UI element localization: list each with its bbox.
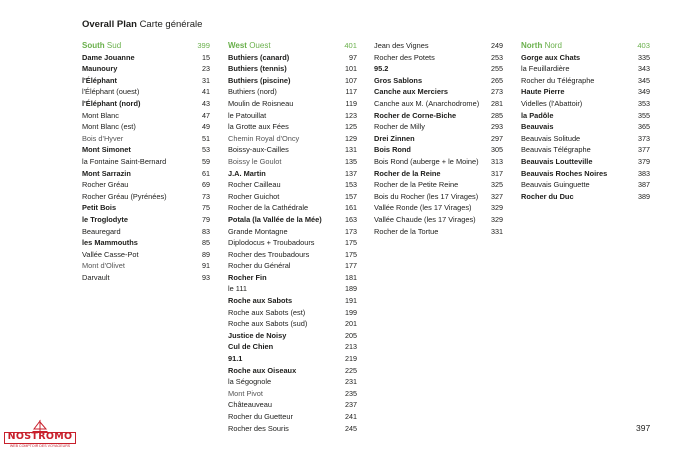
entry-name: Buthiers (canard) — [228, 52, 290, 62]
entry-name: Petit Bois — [82, 203, 117, 213]
index-entry — [374, 214, 503, 226]
logo-wordmark: NOSTROMO — [7, 431, 73, 442]
entry-name: Justice de Noisy — [228, 330, 287, 340]
entry-page: 325 — [491, 180, 503, 190]
entry-page: 135 — [345, 156, 357, 166]
entry-name: Mont Blanc (est) — [82, 122, 136, 132]
entry-page: 157 — [345, 191, 357, 201]
entry-page: 235 — [345, 388, 357, 398]
index-entry — [82, 214, 210, 226]
entry-name: la Fontaine Saint-Bernard — [82, 156, 167, 166]
entry-page: 255 — [491, 64, 503, 74]
index-entry — [521, 75, 650, 87]
entry-page: 329 — [491, 203, 503, 213]
index-entry — [374, 52, 503, 64]
entry-page: 123 — [345, 110, 357, 120]
index-entry — [82, 52, 210, 64]
entry-name: Mont Sarrazin — [82, 168, 131, 178]
entry-page: 379 — [638, 156, 650, 166]
index-entry — [228, 399, 357, 411]
index-entry — [521, 98, 650, 110]
entry-name: Rocher de la Tortue — [374, 226, 439, 236]
entry-name: Boissy-aux-Cailles — [228, 145, 289, 155]
index-entry — [82, 98, 210, 110]
entry-name: Rocher du Guetteur — [228, 412, 293, 421]
entry-name: Rocher des Troubadours — [228, 249, 310, 259]
entry-page: 219 — [345, 354, 357, 364]
entry-page: 83 — [202, 226, 210, 236]
index-entry — [228, 376, 357, 388]
entry-name: Bois Rond (auberge + le Moine) — [374, 156, 479, 166]
index-entry — [521, 168, 650, 180]
logo-tagline: WEB COMPTOIR DES VOYAGEURS — [9, 444, 71, 448]
index-entry — [228, 52, 357, 64]
entry-page: 101 — [345, 64, 357, 74]
index-entry — [228, 133, 357, 145]
entry-name: Vallée Chaude (les 17 Virages) — [374, 214, 476, 224]
entry-page: 23 — [202, 64, 210, 74]
entry-name: Roche aux Sabots — [228, 296, 293, 306]
entry-page: 305 — [491, 145, 503, 155]
entry-page: 31 — [202, 75, 210, 85]
index-entry — [374, 202, 503, 214]
entry-name: Dame Jouanne — [82, 52, 135, 62]
entry-page: 343 — [638, 64, 650, 74]
region-heading — [82, 40, 210, 52]
index-entry — [374, 40, 503, 52]
entry-name: Rocher du Général — [228, 261, 291, 271]
entry-page: 119 — [345, 98, 357, 108]
index-entry — [228, 144, 357, 156]
entry-page: 365 — [638, 122, 650, 132]
entry-name: Mont Pivot — [228, 388, 263, 398]
entry-page: 317 — [491, 168, 503, 178]
index-entry — [228, 318, 357, 330]
index-entry — [228, 388, 357, 400]
entry-name: Canche aux Merciers — [374, 87, 448, 97]
entry-name: Rocher de la Cathédrale — [228, 203, 309, 213]
entry-name: Beauvais Télégraphe — [521, 145, 591, 155]
entry-page: 131 — [345, 145, 357, 155]
entry-name: Drei Zinnen — [374, 133, 415, 143]
entry-page: 293 — [491, 122, 503, 132]
index-entry — [228, 75, 357, 87]
entry-name: Bois Rond — [374, 145, 411, 155]
index-entry — [228, 237, 357, 249]
index-entry — [82, 202, 210, 214]
index-entry — [228, 295, 357, 307]
index-entry — [82, 179, 210, 191]
entry-name: Beauvais Loutteville — [521, 156, 593, 166]
entry-name: Mont Simonet — [82, 145, 131, 155]
index-entry — [374, 121, 503, 133]
index-entry — [228, 214, 357, 226]
entry-page: 331 — [491, 226, 503, 236]
entry-name: Gros Sablons — [374, 75, 423, 85]
index-entry — [374, 179, 503, 191]
index-entry — [82, 121, 210, 133]
entry-page: 265 — [491, 75, 503, 85]
index-entry — [82, 237, 210, 249]
index-entry — [82, 191, 210, 203]
index-entry — [228, 272, 357, 284]
index-entry — [374, 226, 503, 238]
entry-name: Rocher Gréau — [82, 180, 129, 190]
page-number: 397 — [636, 423, 651, 433]
entry-name: l'Éléphant (nord) — [82, 98, 141, 108]
entry-page: 85 — [202, 238, 210, 248]
entry-name: Gorge aux Chats — [521, 52, 581, 62]
entry-page: 231 — [345, 377, 357, 387]
entry-page: 245 — [345, 423, 357, 433]
entry-name: Rocher de Corne-Biche — [374, 110, 457, 120]
entry-page: 281 — [491, 98, 503, 108]
nostromo-logo — [4, 419, 76, 451]
entry-page: 53 — [202, 145, 210, 155]
index-entry — [228, 307, 357, 319]
entry-name: Rocher Fin — [228, 272, 267, 282]
entry-name: 91.1 — [228, 354, 243, 364]
entry-name: Haute Pierre — [521, 87, 565, 97]
entry-page: 41 — [202, 87, 210, 97]
entry-page: 205 — [345, 330, 357, 340]
entry-page: 75 — [202, 203, 210, 213]
entry-name: Buthiers (tennis) — [228, 64, 287, 74]
index-column-west — [228, 40, 357, 434]
index-entry — [82, 63, 210, 75]
region-page: 401 — [344, 41, 357, 50]
index-entry — [374, 86, 503, 98]
entry-name: Darvault — [82, 272, 110, 282]
entry-page: 377 — [638, 145, 650, 155]
entry-page: 173 — [345, 226, 357, 236]
entry-name: Cul de Chien — [228, 342, 274, 352]
entry-name: l'Éléphant (ouest) — [82, 87, 140, 97]
entry-name: Buthiers (piscine) — [228, 75, 291, 85]
index-entry — [521, 156, 650, 168]
index-entry — [228, 283, 357, 295]
entry-page: 59 — [202, 156, 210, 166]
entry-name: Bois d'Hyver — [82, 133, 124, 143]
index-entry — [228, 423, 357, 435]
entry-name: Chemin Royal d'Oncy — [228, 133, 300, 143]
entry-name: Moulin de Roisneau — [228, 98, 294, 108]
entry-page: 199 — [345, 307, 357, 317]
entry-page: 213 — [345, 342, 357, 352]
entry-name: le Patouillat — [228, 110, 267, 120]
entry-page: 313 — [491, 156, 503, 166]
entry-name: J.A. Martin — [228, 168, 266, 178]
entry-page: 241 — [345, 412, 357, 421]
entry-page: 89 — [202, 249, 210, 259]
index-entry — [82, 249, 210, 261]
entry-page: 189 — [345, 284, 357, 294]
entry-page: 373 — [638, 133, 650, 143]
entry-name: Rocher des Souris — [228, 423, 289, 433]
entry-page: 389 — [638, 191, 650, 201]
entry-page: 47 — [202, 110, 210, 120]
entry-name: Vallée Casse-Pot — [82, 249, 139, 259]
region-name: West — [228, 41, 247, 50]
region-page: 403 — [637, 41, 650, 50]
entry-page: 253 — [491, 52, 503, 62]
index-entry — [82, 133, 210, 145]
entry-page: 191 — [345, 296, 357, 306]
index-entry — [82, 168, 210, 180]
index-entry — [374, 98, 503, 110]
region-heading — [521, 40, 650, 52]
index-entry — [228, 121, 357, 133]
index-entry — [374, 110, 503, 122]
entry-name: Rocher Gréau (Pyrénées) — [82, 191, 167, 201]
entry-page: 49 — [202, 122, 210, 132]
entry-name: Beauregard — [82, 226, 121, 236]
index-column-north — [521, 40, 650, 202]
index-entry — [374, 133, 503, 145]
region-name-french: Sud — [106, 41, 122, 50]
entry-page: 177 — [345, 261, 357, 271]
region-heading — [228, 40, 357, 52]
index-entry — [228, 341, 357, 353]
index-entry — [82, 86, 210, 98]
entry-page: 335 — [638, 52, 650, 62]
entry-name: Beauvais — [521, 122, 554, 132]
entry-page: 327 — [491, 191, 503, 201]
index-entry — [228, 330, 357, 342]
entry-page: 181 — [345, 272, 357, 282]
entry-page: 297 — [491, 133, 503, 143]
entry-page: 237 — [345, 400, 357, 410]
entry-name: les Mammouths — [82, 238, 138, 248]
index-entry — [82, 272, 210, 284]
entry-page: 161 — [345, 203, 357, 213]
entry-name: 95.2 — [374, 64, 389, 74]
entry-page: 175 — [345, 238, 357, 248]
index-entry — [521, 110, 650, 122]
region-heading-label — [228, 40, 271, 52]
index-entry — [374, 75, 503, 87]
index-entry — [228, 168, 357, 180]
entry-name: Roche aux Oiseaux — [228, 365, 297, 375]
index-column-south — [82, 40, 210, 283]
entry-page: 201 — [345, 319, 357, 329]
index-entry — [228, 202, 357, 214]
entry-page: 117 — [345, 87, 357, 97]
entry-page: 249 — [491, 41, 503, 50]
entry-page: 15 — [202, 52, 210, 62]
entry-page: 175 — [345, 249, 357, 259]
entry-page: 285 — [491, 110, 503, 120]
entry-name: Rocher Guichot — [228, 191, 280, 201]
entry-name: le Troglodyte — [82, 214, 128, 224]
region-name: North — [521, 41, 543, 50]
entry-name: Beauvais Guinguette — [521, 180, 590, 190]
index-entry — [228, 226, 357, 238]
entry-name: Diplodocus + Troubadours — [228, 238, 315, 248]
index-entry — [228, 365, 357, 377]
entry-name: Grande Montagne — [228, 226, 288, 236]
entry-page: 349 — [638, 87, 650, 97]
index-entry — [228, 249, 357, 261]
entry-page: 79 — [202, 214, 210, 224]
entry-name: Videlles (l'Abattoir) — [521, 98, 583, 108]
entry-name: l'Éléphant — [82, 75, 118, 85]
entry-name: Jean des Vignes — [374, 41, 429, 50]
index-column-west-continued — [374, 40, 503, 237]
entry-name: la Padôle — [521, 110, 554, 120]
entry-name: Roche aux Sabots (sud) — [228, 319, 308, 329]
entry-name: Potala (la Vallée de la Mée) — [228, 214, 322, 224]
entry-page: 61 — [202, 168, 210, 178]
index-entry — [521, 179, 650, 191]
region-name: South — [82, 41, 105, 50]
entry-name: Mont Blanc — [82, 110, 119, 120]
entry-name: le 111 — [228, 284, 248, 294]
region-page: 399 — [197, 41, 210, 50]
entry-name: Rocher des Potets — [374, 52, 435, 62]
entry-name: Rocher du Télégraphe — [521, 75, 595, 85]
entry-name: Beauvais Solitude — [521, 133, 581, 143]
entry-page: 73 — [202, 191, 210, 201]
entry-name: Beauvais Roches Noires — [521, 168, 608, 178]
entry-name: Rocher Cailleau — [228, 180, 281, 190]
entry-name: Canche aux M. (Anarchodrome) — [374, 98, 480, 108]
entry-name: Bois du Rocher (les 17 Virages) — [374, 191, 479, 201]
index-entry — [82, 110, 210, 122]
index-entry — [521, 63, 650, 75]
entry-page: 129 — [345, 133, 357, 143]
entry-page: 387 — [638, 180, 650, 190]
index-entry — [374, 168, 503, 180]
index-entry — [228, 156, 357, 168]
entry-name: la Feuillardière — [521, 64, 570, 74]
entry-page: 273 — [491, 87, 503, 97]
page-title — [82, 19, 202, 30]
entry-name: la Ségognole — [228, 377, 272, 387]
entry-name: Rocher de la Reine — [374, 168, 441, 178]
index-entry — [82, 75, 210, 87]
entry-name: Rocher de Milly — [374, 122, 425, 132]
entry-name: Rocher de la Petite Reine — [374, 180, 459, 190]
region-name-french: Nord — [544, 41, 562, 50]
index-entry — [228, 191, 357, 203]
entry-page: 69 — [202, 180, 210, 190]
index-entry — [82, 226, 210, 238]
entry-page: 329 — [491, 214, 503, 224]
entry-page: 355 — [638, 110, 650, 120]
entry-page: 107 — [345, 75, 357, 85]
region-heading-label — [521, 40, 562, 52]
title-english: Overall Plan — [82, 19, 137, 30]
index-entry — [374, 144, 503, 156]
entry-page: 93 — [202, 272, 210, 282]
title-french: Carte générale — [139, 19, 203, 30]
entry-page: 345 — [638, 75, 650, 85]
index-entry — [521, 133, 650, 145]
index-entry — [374, 63, 503, 75]
entry-page: 383 — [638, 168, 650, 178]
entry-name: Boissy le Goulot — [228, 156, 282, 166]
region-heading-label — [82, 40, 121, 52]
index-entry — [228, 110, 357, 122]
index-entry — [521, 121, 650, 133]
entry-page: 137 — [345, 168, 357, 178]
entry-page: 153 — [345, 180, 357, 190]
index-entry — [82, 156, 210, 168]
index-entry — [521, 52, 650, 64]
index-entry — [228, 260, 357, 272]
index-entry — [228, 98, 357, 110]
index-entry — [228, 86, 357, 98]
index-entry — [374, 156, 503, 168]
index-entry — [521, 191, 650, 203]
entry-name: Mont d'Olivet — [82, 261, 125, 271]
entry-page: 163 — [345, 214, 357, 224]
entry-name: Maunoury — [82, 64, 118, 74]
index-entry — [521, 86, 650, 98]
entry-name: Châteauveau — [228, 400, 272, 410]
entry-page: 97 — [349, 52, 357, 62]
index-entry — [521, 144, 650, 156]
index-entry — [228, 179, 357, 191]
index-entry — [374, 191, 503, 203]
entry-name: la Grotte aux Fées — [228, 122, 289, 132]
entry-name: Rocher du Duc — [521, 191, 574, 201]
index-entry — [228, 411, 357, 423]
entry-page: 43 — [202, 98, 210, 108]
entry-name: Vallée Ronde (les 17 Virages) — [374, 203, 472, 213]
entry-page: 51 — [202, 133, 210, 143]
index-entry — [228, 353, 357, 365]
region-name-french: Ouest — [249, 41, 271, 50]
entry-page: 91 — [202, 261, 210, 271]
entry-page: 353 — [638, 98, 650, 108]
entry-page: 125 — [345, 122, 357, 132]
index-entry — [82, 260, 210, 272]
entry-name: Buthiers (nord) — [228, 87, 277, 97]
entry-page: 225 — [345, 365, 357, 375]
index-entry — [82, 144, 210, 156]
index-entry — [228, 63, 357, 75]
entry-name: Roche aux Sabots (est) — [228, 307, 306, 317]
